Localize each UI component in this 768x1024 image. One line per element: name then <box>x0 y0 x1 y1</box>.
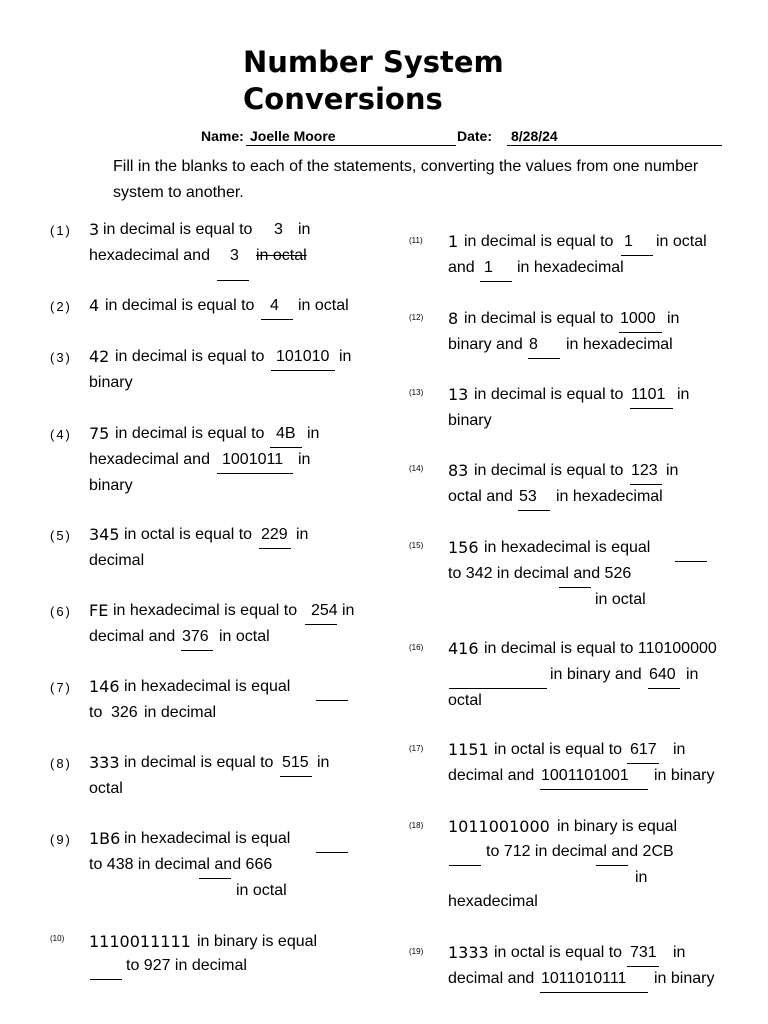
question-number: (12) <box>409 313 424 322</box>
page-title: Number System Conversions <box>243 45 504 116</box>
answer-underline <box>540 789 648 790</box>
question-text: in decimal is equal to <box>105 297 255 314</box>
question-number: (18) <box>409 821 424 830</box>
question-text: in octal is equal to <box>124 526 253 543</box>
question-value: 416 <box>448 639 479 658</box>
answer-blank: 3 <box>230 247 239 264</box>
question-number: (6) <box>50 604 72 619</box>
answer-blank: 53 <box>519 488 537 505</box>
date-value: 8/28/24 <box>511 128 558 144</box>
question-text: in <box>339 348 352 365</box>
question-text: hexadecimal and <box>89 451 210 468</box>
name-label: Name: <box>201 128 244 144</box>
question-text: in <box>342 602 355 619</box>
question-text: hexadecimal <box>448 893 538 910</box>
question-number: (15) <box>409 541 424 550</box>
question-text: in decimal <box>144 704 217 721</box>
answer-underline <box>528 358 560 359</box>
question-text: decimal <box>89 552 145 569</box>
question-text: octal <box>89 780 123 797</box>
question-text: binary <box>89 477 133 494</box>
question-text: in octal <box>656 233 707 250</box>
question-text: in <box>298 221 311 238</box>
date-label: Date: <box>457 128 493 144</box>
answer-underline <box>518 510 550 511</box>
question-text: in <box>307 425 320 442</box>
question-text: in decimal is equal to <box>474 462 624 479</box>
question-number: (13) <box>409 388 424 397</box>
answer-blank: 123 <box>631 462 658 479</box>
answer-underline <box>675 561 707 562</box>
question-text: to 342 in decimal and 526 <box>448 565 632 582</box>
question-text: binary and <box>448 336 523 353</box>
question-text: in binary is equal <box>197 933 318 950</box>
answer-blank: 617 <box>630 741 657 758</box>
question-text: to 712 in decimal and 2CB <box>486 843 674 860</box>
question-text: in decimal is equal to 110100000 <box>484 640 717 657</box>
answer-underline <box>630 408 673 409</box>
question-number: (1) <box>50 223 72 238</box>
question-text: hexadecimal and <box>89 247 210 264</box>
name-field <box>201 128 456 146</box>
question-text: in hexadecimal <box>517 259 624 276</box>
answer-underline <box>540 992 648 993</box>
question-text: binary <box>448 412 492 429</box>
answer-blank: 4 <box>270 297 279 314</box>
question-number: (19) <box>409 947 424 956</box>
answer-underline <box>621 255 653 256</box>
question-text: in decimal is equal to <box>115 348 265 365</box>
answer-blank: 1001011 <box>222 451 284 468</box>
question-text: in octal <box>236 882 287 899</box>
answer-blank: 254 <box>311 602 338 619</box>
answer-underline <box>480 281 512 282</box>
answer-underline <box>217 280 249 281</box>
question-text: in <box>677 386 690 403</box>
question-text: binary <box>89 374 133 391</box>
question-text: in binary is equal <box>557 818 678 835</box>
answer-blank: 1000 <box>620 310 656 327</box>
question-number: (10) <box>50 934 65 943</box>
question-value: 1B6 <box>89 829 121 848</box>
answer-underline <box>271 370 335 371</box>
question-number: (16) <box>409 643 424 652</box>
question-number: (5) <box>50 528 72 543</box>
question-text: decimal and <box>448 970 535 987</box>
question-number: (14) <box>409 464 424 473</box>
answer-underline <box>261 319 293 320</box>
question-text: in decimal is equal to <box>474 386 624 403</box>
date-underline <box>507 145 722 146</box>
question-value: 83 <box>448 461 469 480</box>
question-text: in hexadecimal is equal <box>124 830 291 847</box>
question-text: in <box>673 741 686 758</box>
answer-blank: 515 <box>282 754 309 771</box>
question-value: 1151 <box>448 740 489 759</box>
question-text: in <box>296 526 309 543</box>
question-text: in hexadecimal <box>556 488 663 505</box>
question-text: octal and <box>448 488 513 505</box>
answer-underline <box>449 865 481 866</box>
question-text: decimal and <box>448 767 535 784</box>
answer-blank: 1 <box>624 233 633 250</box>
question-number: (3) <box>50 350 72 365</box>
question-value: 1 <box>448 232 459 251</box>
question-text: in <box>666 462 679 479</box>
answer-blank: 3 <box>274 221 283 238</box>
date-field <box>456 128 722 146</box>
answer-underline <box>559 587 591 588</box>
question-text: in hexadecimal is equal to <box>113 602 298 619</box>
answer-blank: 1001101001 <box>541 767 629 784</box>
answer-blank: 326 <box>111 704 138 721</box>
answer-underline <box>316 852 348 853</box>
question-value: 42 <box>89 347 110 366</box>
question-text: to 438 in decimal and 666 <box>89 856 273 873</box>
answer-blank: 640 <box>649 666 676 683</box>
question-value: 1110011111 <box>89 932 191 951</box>
question-text: in hexadecimal <box>566 336 673 353</box>
question-text: in hexadecimal is equal <box>484 539 651 556</box>
answer-blank: 101010 <box>276 348 330 365</box>
question-value: FE <box>89 601 109 620</box>
answer-underline <box>259 548 291 549</box>
answer-blank: 229 <box>261 526 288 543</box>
answer-underline <box>316 700 348 701</box>
question-value: 75 <box>89 424 110 443</box>
question-text: in binary <box>654 970 715 987</box>
question-text: in <box>667 310 680 327</box>
answer-underline <box>90 979 122 980</box>
question-text: in decimal is equal to <box>464 310 614 327</box>
question-text: decimal and <box>89 628 176 645</box>
answer-blank: 731 <box>630 944 657 961</box>
question-text: in octal <box>298 297 349 314</box>
question-text: in binary and <box>550 666 642 683</box>
answer-blank: 8 <box>529 336 538 353</box>
answer-blank: 1011010111 <box>541 970 627 987</box>
question-text: to <box>89 704 103 721</box>
question-text: in hexadecimal is equal <box>124 678 291 695</box>
question-text: in octal <box>219 628 270 645</box>
answer-underline <box>217 473 293 474</box>
question-text: in decimal is equal to <box>464 233 614 250</box>
question-value: 1011001000 <box>448 817 550 836</box>
answer-underline <box>181 650 213 651</box>
question-text: in binary <box>654 767 715 784</box>
question-text: in octal <box>256 247 307 264</box>
answer-blank: 4B <box>276 425 296 442</box>
question-text: in <box>673 944 686 961</box>
answer-underline <box>280 776 312 777</box>
question-number: (17) <box>409 744 424 753</box>
name-underline <box>246 145 456 146</box>
answer-underline <box>648 688 680 689</box>
answer-blank: 1 <box>484 259 493 276</box>
question-text: in <box>686 666 699 683</box>
answer-underline <box>596 865 628 866</box>
question-value: 333 <box>89 753 120 772</box>
question-number: (4) <box>50 427 72 442</box>
question-number: (7) <box>50 680 72 695</box>
answer-underline <box>199 878 231 879</box>
question-value: 13 <box>448 385 469 404</box>
name-value: Joelle Moore <box>250 128 336 144</box>
question-number: (8) <box>50 756 72 771</box>
question-text: in octal is equal to <box>494 944 623 961</box>
question-text: in decimal is equal to <box>124 754 274 771</box>
question-value: 3 <box>89 220 100 239</box>
question-number: (2) <box>50 299 72 314</box>
question-text: in <box>635 869 648 886</box>
question-value: 8 <box>448 309 459 328</box>
question-text: in octal <box>595 591 646 608</box>
question-text: octal <box>448 692 482 709</box>
instructions: Fill in the blanks to each of the statements, converting the values from one number system to another. <box>113 158 699 201</box>
question-text: in decimal is equal to <box>103 221 253 238</box>
question-value: 146 <box>89 677 120 696</box>
question-text: in <box>298 451 311 468</box>
question-number: (11) <box>409 236 423 245</box>
question-value: 4 <box>89 296 100 315</box>
answer-blank: 376 <box>182 628 209 645</box>
question-value: 345 <box>89 525 120 544</box>
question-value: 1333 <box>448 943 489 962</box>
answer-blank: 1101 <box>631 386 666 403</box>
question-value: 156 <box>448 538 479 557</box>
answer-underline <box>305 624 337 625</box>
question-text: and <box>448 259 475 276</box>
question-text: in octal is equal to <box>494 741 623 758</box>
question-number: (9) <box>50 832 72 847</box>
question-text: to 927 in decimal <box>126 957 247 974</box>
question-text: in decimal is equal to <box>115 425 265 442</box>
question-text: in <box>317 754 330 771</box>
